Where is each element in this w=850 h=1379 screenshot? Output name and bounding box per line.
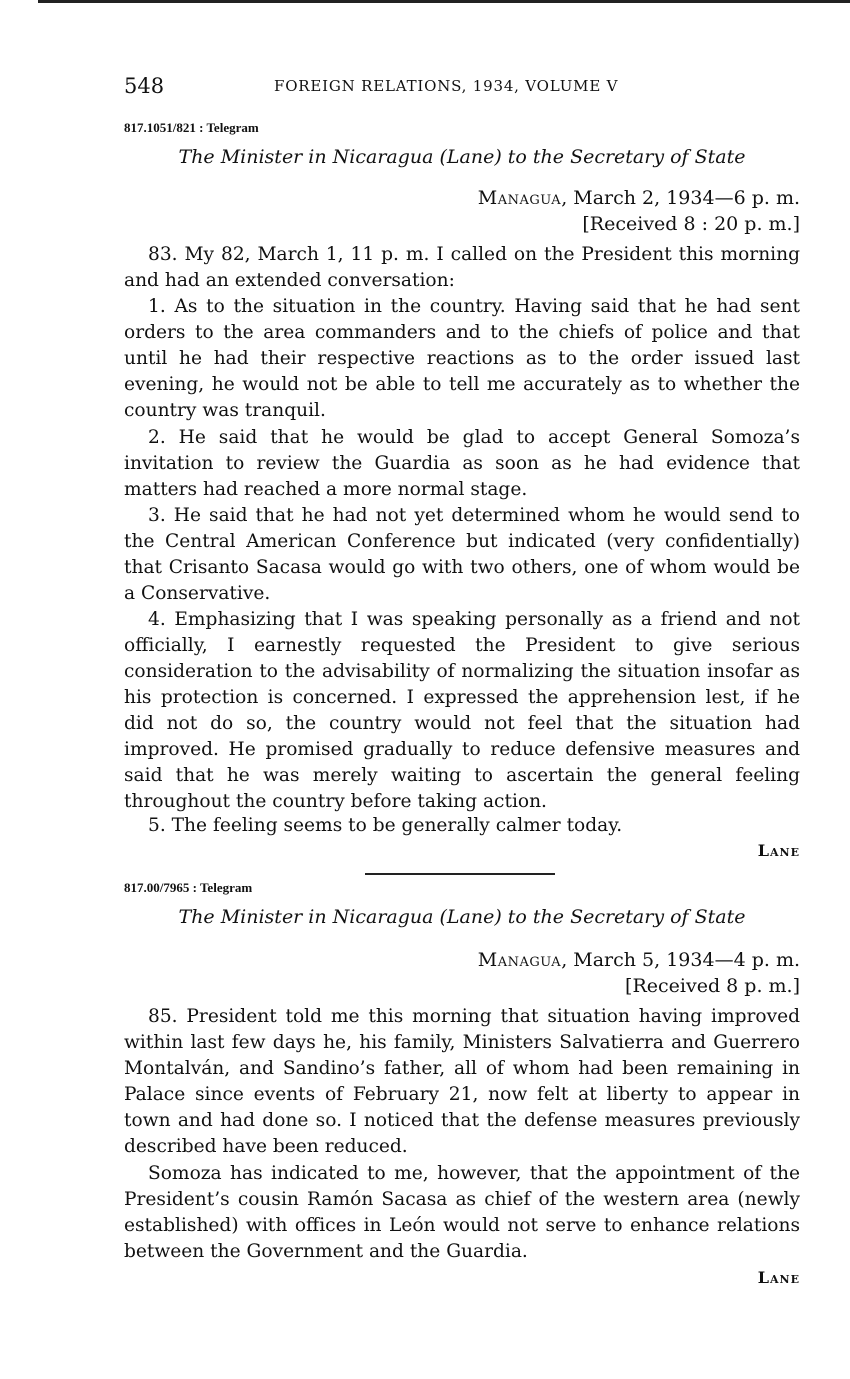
doc2-place: Managua: [477, 949, 562, 971]
doc1-place: Managua: [477, 187, 562, 209]
top-border-rule: [38, 0, 850, 3]
doc1-paragraph-2: 2. He said that he would be glad to accept General Somoza’s invitation to review the Guardia as soon as he had evidence that matters had reached a more normal stage.: [124, 427, 800, 500]
doc2-paragraph-1: Somoza has indicated to me, however, that the appointment of the President’s cousin Ramón Sacasa as chief of the western area (newly established) with offices in León would not serve to enhance relations between the Government and the Guardia.: [124, 1163, 800, 1262]
doc1-paragraph-4: 4. Emphasizing that I was speaking personally as a friend and not officially, I earnestly requested the President to give serious consideration to the advisability of normalizing the situation insofar as his protection is concerned. I expressed the apprehension lest, if he did not do so, the country would not feel that the situation had improved. He promised gradually to reduce defensive measures and said that he was merely waiting to ascertain the general feeling throughout the country before taking action.: [124, 609, 800, 812]
doc1-received: [Received 8 : 20 p. m.]: [582, 213, 800, 235]
doc2-dateline: [478, 949, 800, 971]
doc1-title: The Minister in Nicaragua (Lane) to the Secretary of State: [178, 146, 746, 168]
doc1-paragraph-3: 3. He said that he had not yet determined whom he would send to the Central American Conference but indicated (very confidentially) that Crisanto Sacasa would go with two others, one of whom would be a Conservative.: [124, 505, 800, 604]
doc1-paragraph-5: 5. The feeling seems to be generally calmer today.: [148, 815, 623, 836]
doc2-title: The Minister in Nicaragua (Lane) to the Secretary of State: [178, 906, 746, 928]
doc1-signature: Lane: [757, 841, 800, 860]
section-divider: [365, 873, 555, 875]
doc2-signature: Lane: [757, 1268, 800, 1287]
page-header: [124, 74, 800, 102]
doc1-date: , March 2, 1934—6 p. m.: [561, 187, 800, 209]
running-title: FOREIGN RELATIONS, 1934, VOLUME V: [274, 77, 619, 95]
doc2-date: , March 5, 1934—4 p. m.: [561, 949, 800, 971]
doc1-file-number: 817.1051/821 : Telegram: [124, 120, 259, 135]
doc2-received: [Received 8 p. m.]: [625, 975, 800, 997]
doc2-paragraph-0: 85. President told me this morning that situation having improved within last few days he, his family, Ministers Salvatierra and Guerrero Montalván, and Sandino’s father, all of whom had been remaining in Palace since events of February 21, now felt at liberty to appear in town and had done so. I noticed that the defense measures previously described have been reduced.: [124, 1006, 800, 1157]
doc2-file-number: 817.00/7965 : Telegram: [124, 880, 253, 895]
doc1-paragraph-1: 1. As to the situation in the country. Having said that he had sent orders to the area commanders and to the chiefs of police and that until he had their respective reactions as to the order issued last evening, he would not be able to tell me accurately as to whether the country was tranquil.: [124, 296, 800, 421]
doc1-dateline: [478, 187, 800, 209]
doc1-paragraph-0: 83. My 82, March 1, 11 p. m. I called on the President this morning and had an extended conversation:: [124, 244, 800, 291]
page-number: 548: [124, 74, 165, 98]
